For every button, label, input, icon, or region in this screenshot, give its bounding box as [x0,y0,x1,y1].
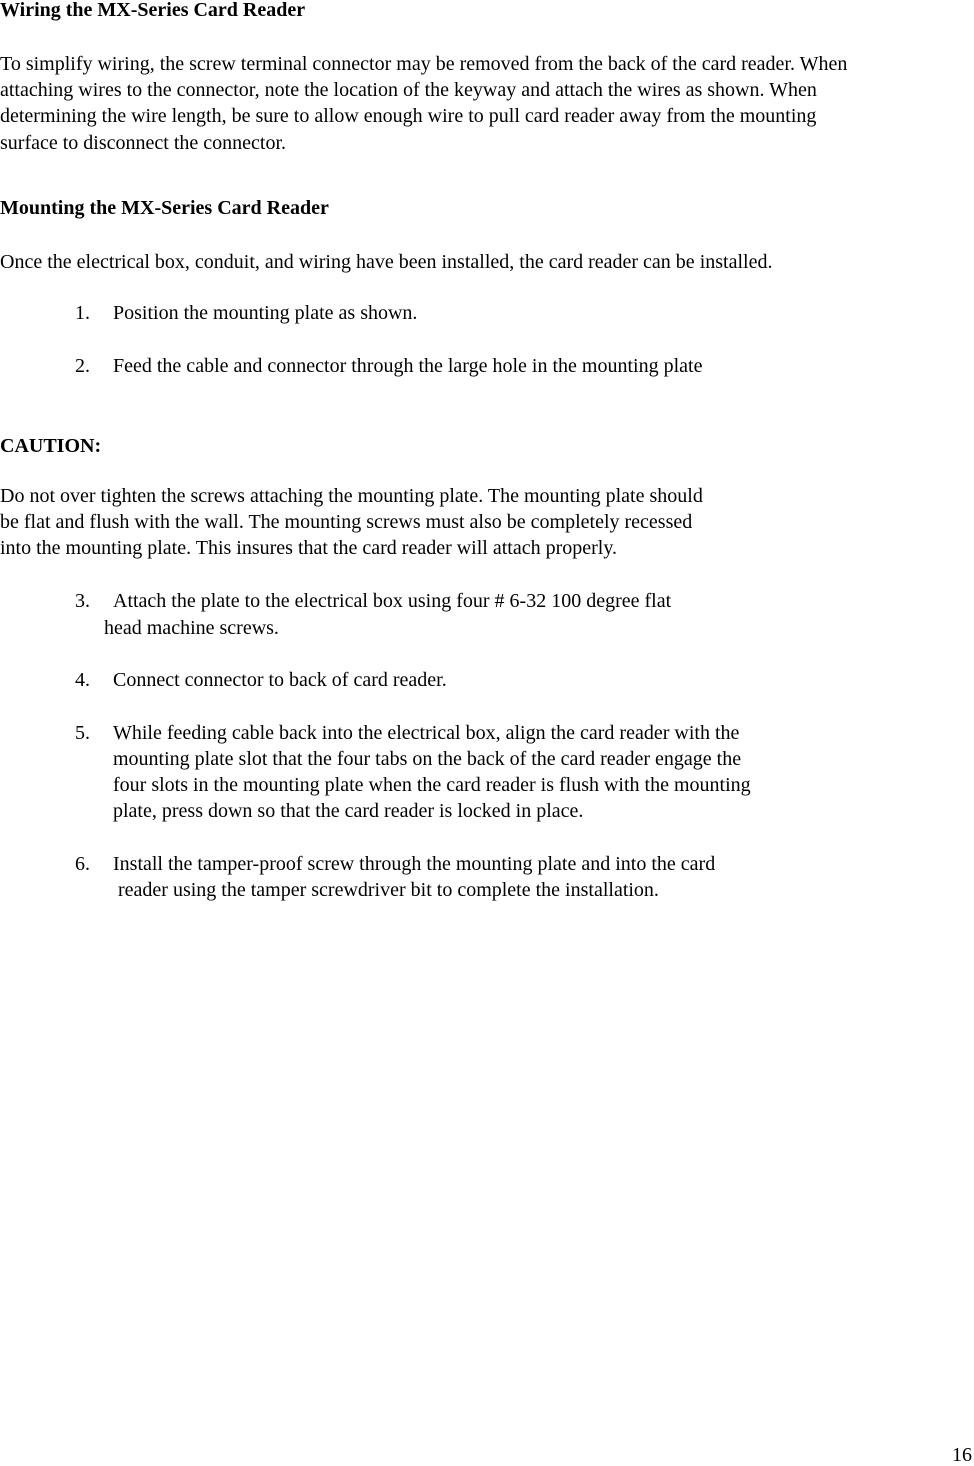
wiring-paragraph-line: determining the wire length, be sure to allow enough wire to pull card reader away from the mounting [0,105,817,127]
step-text: head machine screws. [104,617,279,639]
step-text: reader using the tamper screwdriver bit to complete the installation. [118,879,659,901]
wiring-paragraph-line: attaching wires to the connector, note the location of the keyway and attach the wires as shown. When [0,79,817,101]
step-text: Attach the plate to the electrical box using four # 6-32 100 degree flat [113,590,672,612]
step-number: 5. [75,722,90,744]
mounting-heading: Mounting the MX-Series Card Reader [0,197,329,219]
mounting-intro: Once the electrical box, conduit, and wiring have been installed, the card reader can be installed. [0,251,773,273]
step-text: While feeding cable back into the electrical box, align the card reader with the [113,722,740,744]
wiring-paragraph-line: surface to disconnect the connector. [0,132,286,154]
step-number: 1. [75,302,90,324]
step-text: mounting plate slot that the four tabs on the back of the card reader engage the [113,748,742,770]
caution-heading: CAUTION: [0,435,102,457]
step-text: Connect connector to back of card reader. [113,669,447,691]
step-number: 6. [75,853,90,875]
wiring-paragraph-line: To simplify wiring, the screw terminal connector may be removed from the back of the card reader. When [0,53,848,75]
step-text: Position the mounting plate as shown. [113,302,418,324]
step-text: Install the tamper-proof screw through the mounting plate and into the card [113,853,716,875]
step-number: 4. [75,669,90,691]
caution-paragraph-line: Do not over tighten the screws attaching the mounting plate. The mounting plate should [0,485,703,507]
wiring-heading: Wiring the MX-Series Card Reader [0,0,306,21]
caution-paragraph-line: into the mounting plate. This insures that the card reader will attach properly. [0,537,618,559]
step-text: four slots in the mounting plate when the card reader is flush with the mounting [113,774,751,796]
caution-paragraph-line: be flat and flush with the wall. The mounting screws must also be completely recessed [0,511,693,533]
step-text: Feed the cable and connector through the large hole in the mounting plate [113,355,703,377]
page-number: 16 [952,1444,972,1466]
step-text: plate, press down so that the card reader is locked in place. [113,800,584,822]
step-number: 3. [75,590,90,612]
step-number: 2. [75,355,90,377]
